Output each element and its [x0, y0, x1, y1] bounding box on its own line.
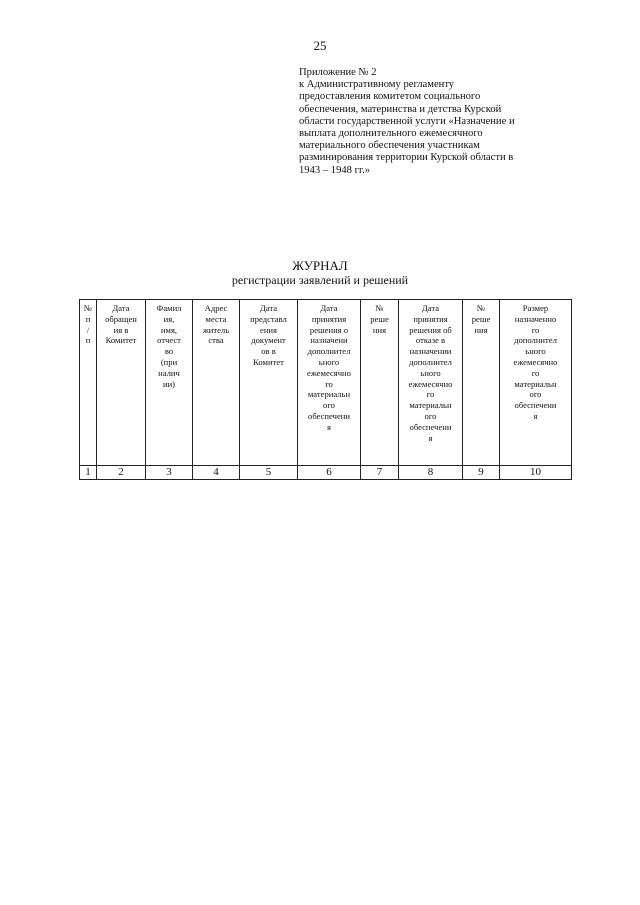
column-header-line: ого: [323, 400, 335, 411]
column-header-line: Дата: [320, 303, 338, 313]
column-header-line: обеспечени: [308, 410, 350, 421]
column-header-line: ого: [529, 389, 542, 400]
column-header-line: Адрес: [204, 303, 228, 313]
page-number: 25: [313, 38, 327, 53]
column-header-line: Комитет: [105, 335, 137, 346]
column-header-line: назначении: [409, 346, 452, 357]
column-header-line: дополнител: [514, 335, 557, 346]
column-header: [463, 300, 500, 466]
column-header-line: представл: [250, 313, 287, 324]
column-header-line: решения об: [409, 324, 452, 335]
column-header-line: ьного: [420, 367, 441, 378]
column-header-line: №: [375, 303, 384, 313]
column-header: [97, 300, 146, 466]
column-header-line: (при: [160, 356, 178, 367]
column-header-line: материальн: [514, 378, 557, 389]
column-header-line: ьного: [318, 356, 340, 367]
column-number: 4: [193, 466, 240, 480]
column-header-line: обращен: [105, 313, 137, 324]
column-number: 1: [80, 466, 97, 480]
column-number: 10: [500, 466, 572, 480]
column-header-line: п: [85, 335, 91, 346]
registration-journal-table: [79, 299, 572, 480]
column-header-line: ежемесячно: [408, 378, 453, 389]
column-header-line: материальн: [409, 400, 452, 411]
column-header-line: принятия: [413, 313, 448, 324]
appendix-line: материального обеспечения участникам: [299, 140, 480, 152]
column-header-line: п: [85, 313, 91, 324]
column-header-line: решения о: [309, 324, 349, 335]
column-header-line: Фамил: [156, 303, 182, 313]
column-header-line: ния: [372, 324, 387, 335]
appendix-line: обеспечения, материнства и детства Курской: [299, 103, 502, 115]
column-header-line: ьного: [525, 346, 546, 357]
column-header-line: го: [426, 389, 435, 400]
column-header-line: налич: [158, 367, 180, 378]
column-number: 2: [97, 466, 146, 480]
column-header-line: ов в: [261, 346, 276, 357]
column-header-line: отчест: [157, 335, 181, 346]
appendix-line: предоставления комитетом социального: [299, 91, 481, 103]
column-header-line: назначенно: [514, 313, 557, 324]
column-header-line: ежемесячно: [307, 367, 351, 378]
column-number: 8: [399, 466, 463, 480]
column-header-line: места: [205, 313, 227, 324]
column-header: [399, 300, 463, 466]
column-header: [80, 300, 97, 466]
column-header-line: Дата: [421, 303, 440, 313]
column-number: 5: [240, 466, 298, 480]
column-header-line: обеспечени: [514, 400, 557, 411]
column-header-line: ения: [260, 324, 277, 335]
column-header-line: назначени: [310, 335, 348, 346]
appendix-line: выплата дополнительного ежемесячного: [299, 128, 483, 140]
column-header-line: Размер: [522, 303, 549, 313]
column-number-row: [80, 466, 572, 480]
column-header-line: го: [531, 367, 540, 378]
column-number: 3: [146, 466, 193, 480]
column-header-line: я: [428, 432, 433, 443]
column-number: 7: [361, 466, 399, 480]
column-header-line: ия в: [113, 324, 129, 335]
appendix-line: к Административному регламенту: [299, 79, 455, 91]
column-header-line: ого: [424, 410, 437, 421]
appendix-line: Приложение № 2: [299, 67, 377, 78]
appendix-note: [299, 67, 559, 177]
column-header-line: обеспечени: [409, 421, 452, 432]
column-header: [240, 300, 298, 466]
journal-title: ЖУРНАЛ: [292, 258, 348, 273]
column-header-line: Дата: [112, 303, 130, 313]
column-header-line: №: [476, 303, 486, 313]
column-header-line: ия,: [163, 313, 175, 324]
column-header: [361, 300, 399, 466]
appendix-line: 1943 – 1948 гг.»: [299, 164, 371, 176]
column-header-line: материальн: [307, 389, 351, 400]
journal-subtitle: регистрации заявлений и решений: [231, 273, 409, 287]
appendix-line: области государственной услуги «Назначение и: [299, 115, 515, 127]
column-header-line: реше: [370, 313, 389, 324]
column-header-line: ства: [208, 335, 224, 346]
table-header-row: [80, 300, 572, 466]
column-header-line: /: [86, 324, 90, 335]
column-header: [500, 300, 572, 466]
column-header-line: ния: [474, 324, 488, 335]
column-header: [193, 300, 240, 466]
column-header-line: ежемесячно: [513, 356, 558, 367]
column-header-line: Дата: [259, 303, 278, 313]
column-header-line: отказе в: [415, 335, 446, 346]
column-header-line: принятия: [311, 313, 347, 324]
column-header-line: реше: [471, 313, 491, 324]
column-header-line: житель: [202, 324, 230, 335]
column-number: 6: [298, 466, 361, 480]
column-header: [146, 300, 193, 466]
column-header-line: дополнител: [307, 346, 351, 357]
column-header-line: го: [531, 324, 540, 335]
column-header-line: я: [327, 421, 331, 432]
column-header-line: имя,: [160, 324, 178, 335]
column-header-line: я: [533, 410, 538, 421]
column-number: 9: [463, 466, 500, 480]
column-header-line: дополнител: [409, 356, 452, 367]
column-header-line: документ: [251, 335, 286, 346]
column-header: [298, 300, 361, 466]
column-header-line: во: [164, 346, 174, 357]
appendix-line: разминирования территории Курской области в: [299, 152, 514, 164]
column-header-line: №: [83, 303, 93, 313]
column-header-line: го: [325, 378, 333, 389]
column-header-line: ии): [162, 378, 176, 389]
column-header-line: Комитет: [253, 356, 284, 367]
